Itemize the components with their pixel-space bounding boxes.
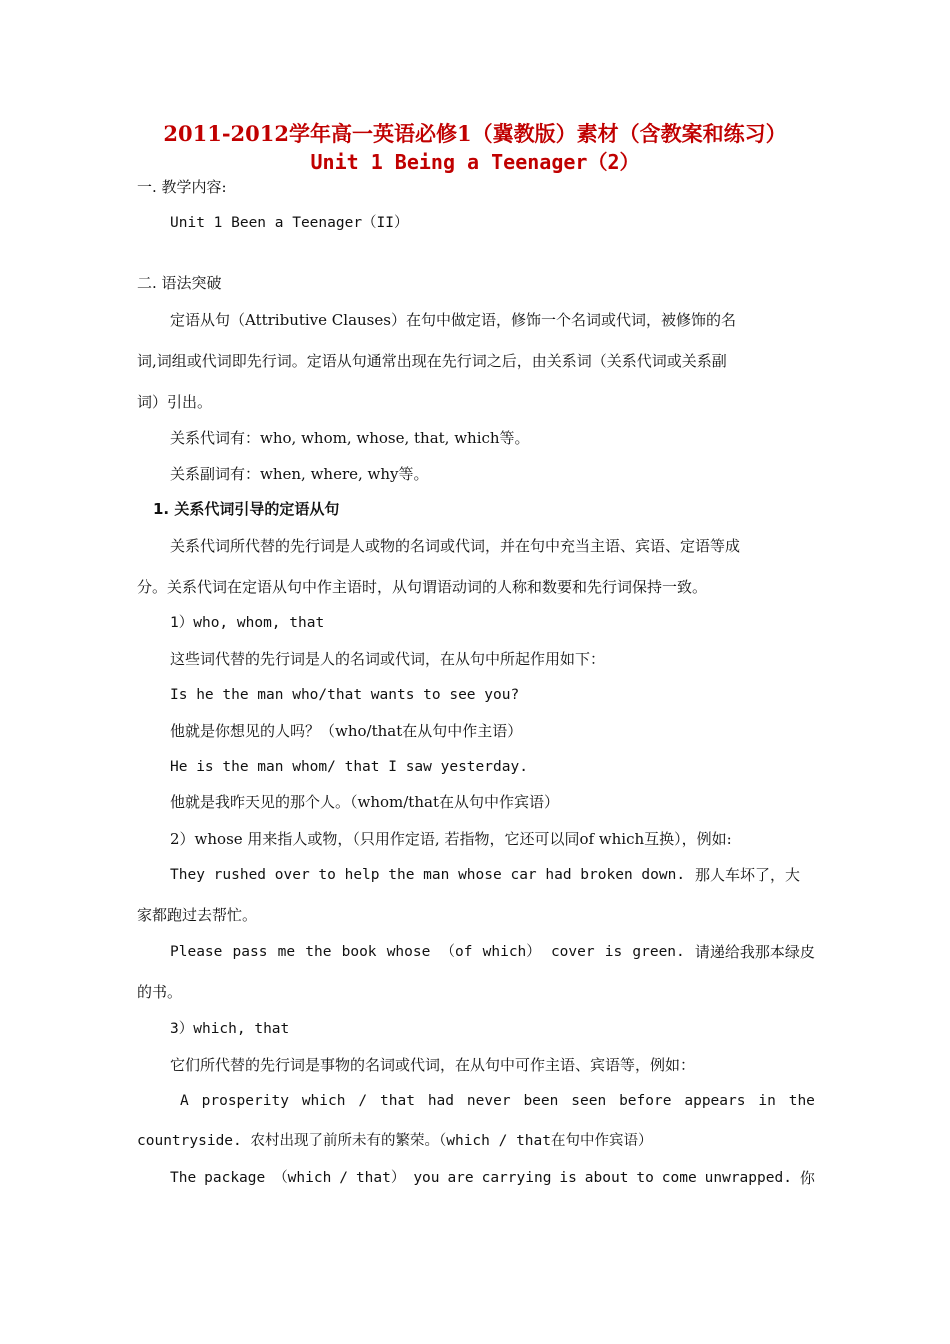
item-1-heading: 1）who, whom, that bbox=[170, 615, 325, 631]
word: that） bbox=[355, 1170, 406, 1186]
word: is bbox=[604, 944, 623, 960]
example-5-line bbox=[180, 1091, 815, 1111]
word: are bbox=[447, 1170, 474, 1186]
word: to bbox=[636, 1170, 654, 1186]
word: （which bbox=[273, 1170, 332, 1186]
intro-line-3: 词）引出。 bbox=[137, 393, 213, 411]
example-2-english: He is the man whom/ that I saw yesterday. bbox=[170, 759, 528, 775]
word: unwrapped. bbox=[704, 1170, 792, 1186]
word: the bbox=[788, 1093, 815, 1109]
word: cover bbox=[550, 944, 595, 960]
word: is bbox=[559, 1170, 577, 1186]
word: been bbox=[523, 1093, 559, 1109]
intro-line-1: 定语从句（Attributive Clauses）在句中做定语，修饰一个名词或代词，被修饰的名 bbox=[170, 311, 736, 329]
item-1-description: 这些词代替的先行词是人的名词或代词，在从句中所起作用如下： bbox=[170, 650, 606, 668]
subsection1-heading: 1. 关系代词引导的定语从句 bbox=[153, 500, 340, 518]
word: about bbox=[584, 1170, 629, 1186]
example-3-chinese: 那人车坏了，大 bbox=[695, 866, 801, 884]
word: green. bbox=[632, 944, 685, 960]
word: which） bbox=[482, 944, 541, 960]
word: seen bbox=[571, 1093, 607, 1109]
item-3-description: 它们所代替的先行词是事物的名词或代词，在从句中可作主语、宾语等，例如： bbox=[170, 1056, 696, 1074]
example-3-continuation: 家都跑过去帮忙。 bbox=[137, 906, 258, 924]
word: The bbox=[170, 1170, 197, 1186]
example-4-line bbox=[170, 942, 815, 962]
word: whose bbox=[386, 944, 431, 960]
word: book bbox=[341, 944, 377, 960]
word: never bbox=[466, 1093, 511, 1109]
example-1-english: Is he the man who/that wants to see you? bbox=[170, 687, 520, 703]
intro-line-2: 词,词组或代词即先行词。定语从句通常出现在先行词之后，由关系词（关系代词或关系副 bbox=[137, 352, 727, 370]
word: Please bbox=[170, 944, 223, 960]
word: that bbox=[380, 1093, 415, 1109]
word: （of bbox=[440, 944, 473, 960]
word: in bbox=[758, 1093, 776, 1109]
example-6-line bbox=[170, 1168, 815, 1188]
item-2-heading: 2）whose 用来指人或物，（只用作定语, 若指物，它还可以同of which互换），例如: bbox=[170, 830, 732, 848]
section1-heading: 一. 教学内容: bbox=[137, 178, 227, 196]
example-2-chinese: 他就是我昨天见的那个人。（whom/that在从句中作宾语） bbox=[170, 793, 559, 811]
example-1-chinese: 他就是你想见的人吗？（who/that在从句中作主语） bbox=[170, 722, 523, 740]
example-5-continuation: countryside. 农村出现了前所未有的繁荣。（which / that在句中作宾语） bbox=[137, 1133, 653, 1149]
relative-adverbs: 关系副词有：when, where, why等。 bbox=[170, 465, 429, 483]
example-3-english: They rushed over to help the man whose car had broken down. bbox=[170, 867, 686, 883]
document-subtitle: Unit 1 Being a Teenager（2） bbox=[310, 150, 640, 174]
word: come bbox=[661, 1170, 697, 1186]
word: you bbox=[413, 1170, 440, 1186]
word: pass bbox=[232, 944, 268, 960]
word: prosperity bbox=[201, 1093, 289, 1109]
word: the bbox=[305, 944, 332, 960]
item-3-heading: 3）which, that bbox=[170, 1021, 290, 1037]
word: / bbox=[358, 1093, 368, 1109]
word: which bbox=[301, 1093, 346, 1109]
relative-pronouns: 关系代词有：who, whom, whose, that, which等。 bbox=[170, 429, 530, 447]
word: before bbox=[619, 1093, 672, 1109]
example-4-continuation: 的书。 bbox=[137, 983, 183, 1001]
word: 请递给我那本绿皮 bbox=[694, 943, 815, 961]
word: had bbox=[427, 1093, 455, 1109]
subsection1-line-1: 关系代词所代替的先行词是人或物的名词或代词，并在句中充当主语、宾语、定语等成 bbox=[170, 537, 741, 555]
word: carrying bbox=[481, 1170, 552, 1186]
word: / bbox=[339, 1170, 349, 1186]
word: 你 bbox=[799, 1169, 815, 1187]
document-title: 2011-2012学年高一英语必修1（冀教版）素材（含教案和练习） bbox=[163, 121, 787, 146]
subsection1-line-2: 分。关系代词在定语从句中作主语时，从句谓语动词的人称和数要和先行词保持一致。 bbox=[137, 578, 708, 596]
word: appears bbox=[684, 1093, 746, 1109]
section2-heading: 二. 语法突破 bbox=[137, 274, 222, 292]
section1-content: Unit 1 Been a Teenager（II） bbox=[170, 215, 409, 231]
word: package bbox=[204, 1170, 266, 1186]
word: A bbox=[180, 1093, 189, 1109]
word: me bbox=[277, 944, 296, 960]
